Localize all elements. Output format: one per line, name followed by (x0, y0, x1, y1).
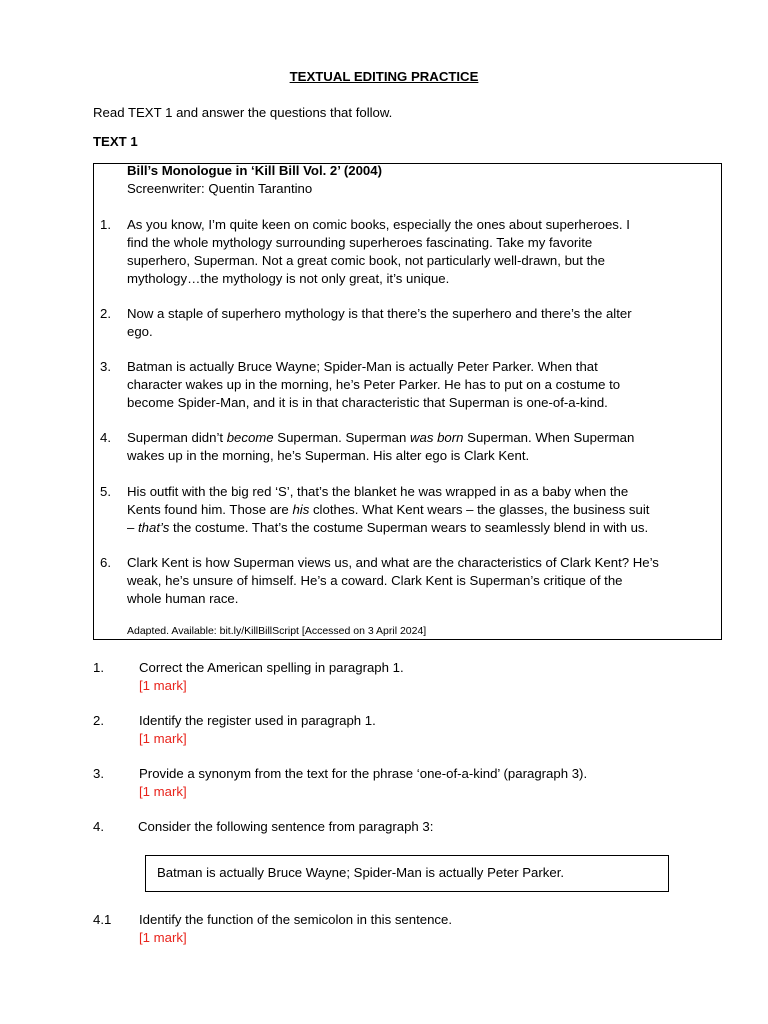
question-text: Consider the following sentence from paragraph 3: (138, 819, 434, 834)
question-text: Correct the American spelling in paragraph 1. (139, 660, 404, 675)
text-run: – (127, 520, 138, 535)
paragraph-line: weak, he’s unsure of himself. He’s a coward. Clark Kent is Superman’s critique of the (127, 573, 623, 588)
paragraph-4 (100, 429, 710, 465)
paragraph-line: mythology…the mythology is not only great, it’s unique. (127, 271, 450, 286)
paragraph-3 (100, 358, 710, 412)
quoted-sentence-box (145, 855, 669, 892)
paragraph-line: find the whole mythology surrounding superheroes fascinating. Take my favorite (127, 235, 593, 250)
paragraph-6 (100, 554, 710, 608)
paragraph-number: 5. (100, 484, 111, 499)
text-run: Superman didn’t (127, 430, 227, 445)
question-number: 4. (93, 819, 104, 834)
italic-text: was born (409, 430, 464, 445)
instructions: Read TEXT 1 and answer the questions that follow. (93, 105, 393, 120)
paragraph-line: wakes up in the morning, he’s Superman. His alter ego is Clark Kent. (127, 448, 530, 463)
question-number: 1. (93, 660, 104, 675)
question-text: Identify the function of the semicolon in this sentence. (139, 912, 453, 927)
text-run: Superman. When Superman (463, 430, 635, 445)
paragraph-number: 4. (100, 430, 111, 445)
italic-text: that’s (138, 520, 170, 535)
paragraph-2 (100, 305, 710, 341)
question-text: Provide a synonym from the text for the phrase ‘one-of-a-kind’ (paragraph 3). (139, 766, 588, 781)
paragraph-line (127, 519, 710, 537)
paragraph-1 (100, 216, 710, 288)
paragraph-line: As you know, I’m quite keen on comic books, especially the ones about superheroes. I (127, 217, 630, 232)
italic-text: his (292, 502, 310, 517)
text-run: Kents found him. Those are (127, 502, 293, 517)
paragraph-number: 3. (100, 359, 111, 374)
mark-allocation: [1 mark] (139, 784, 187, 799)
paragraph-number: 1. (100, 217, 111, 232)
paragraph-line: ego. (127, 324, 153, 339)
text-run: Superman. Superman (273, 430, 410, 445)
paragraph-line: whole human race. (127, 591, 239, 606)
question-number: 3. (93, 766, 104, 781)
paragraph-5 (100, 483, 710, 537)
text-subheading: Screenwriter: Quentin Tarantino (127, 181, 313, 196)
paragraph-line (127, 429, 710, 447)
paragraph-number: 6. (100, 555, 111, 570)
text-heading: Bill’s Monologue in ‘Kill Bill Vol. 2’ (2004) (127, 163, 382, 178)
paragraph-line: Clark Kent is how Superman views us, and what are the characteristics of Clark Kent? He’s (127, 555, 659, 570)
source-citation: Adapted. Available: bit.ly/KillBillScript [Accessed on 3 April 2024] (127, 625, 427, 637)
page-title: TEXTUAL EDITING PRACTICE (289, 69, 479, 84)
mark-allocation: [1 mark] (139, 678, 187, 693)
paragraph-line (127, 501, 710, 519)
paragraph-line: Now a staple of superhero mythology is that there’s the superhero and there’s the alter (127, 306, 632, 321)
paragraph-line: character wakes up in the morning, he’s Peter Parker. He has to put on a costume to (127, 377, 621, 392)
question-number: 4.1 (93, 912, 112, 927)
italic-text: become (226, 430, 274, 445)
text-run: the costume. That’s the costume Superman wears to seamlessly blend in with us. (169, 520, 649, 535)
mark-allocation: [1 mark] (139, 731, 187, 746)
paragraph-line: His outfit with the big red ‘S’, that’s the blanket he was wrapped in as a baby when the (127, 484, 629, 499)
text-label: TEXT 1 (93, 134, 138, 149)
text-run: clothes. What Kent wears – the glasses, the business suit (309, 502, 650, 517)
question-text: Identify the register used in paragraph 1. (139, 713, 376, 728)
question-number: 2. (93, 713, 104, 728)
paragraph-line: Batman is actually Bruce Wayne; Spider-Man is actually Peter Parker. When that (127, 359, 598, 374)
quoted-sentence: Batman is actually Bruce Wayne; Spider-Man is actually Peter Parker. (157, 865, 565, 880)
paragraph-line: superhero, Superman. Not a great comic book, not particularly well-drawn, but the (127, 253, 605, 268)
paragraph-line: become Spider-Man, and it is in that characteristic that Superman is one-of-a-kind. (127, 395, 608, 410)
paragraph-number: 2. (100, 306, 111, 321)
mark-allocation: [1 mark] (139, 930, 187, 945)
